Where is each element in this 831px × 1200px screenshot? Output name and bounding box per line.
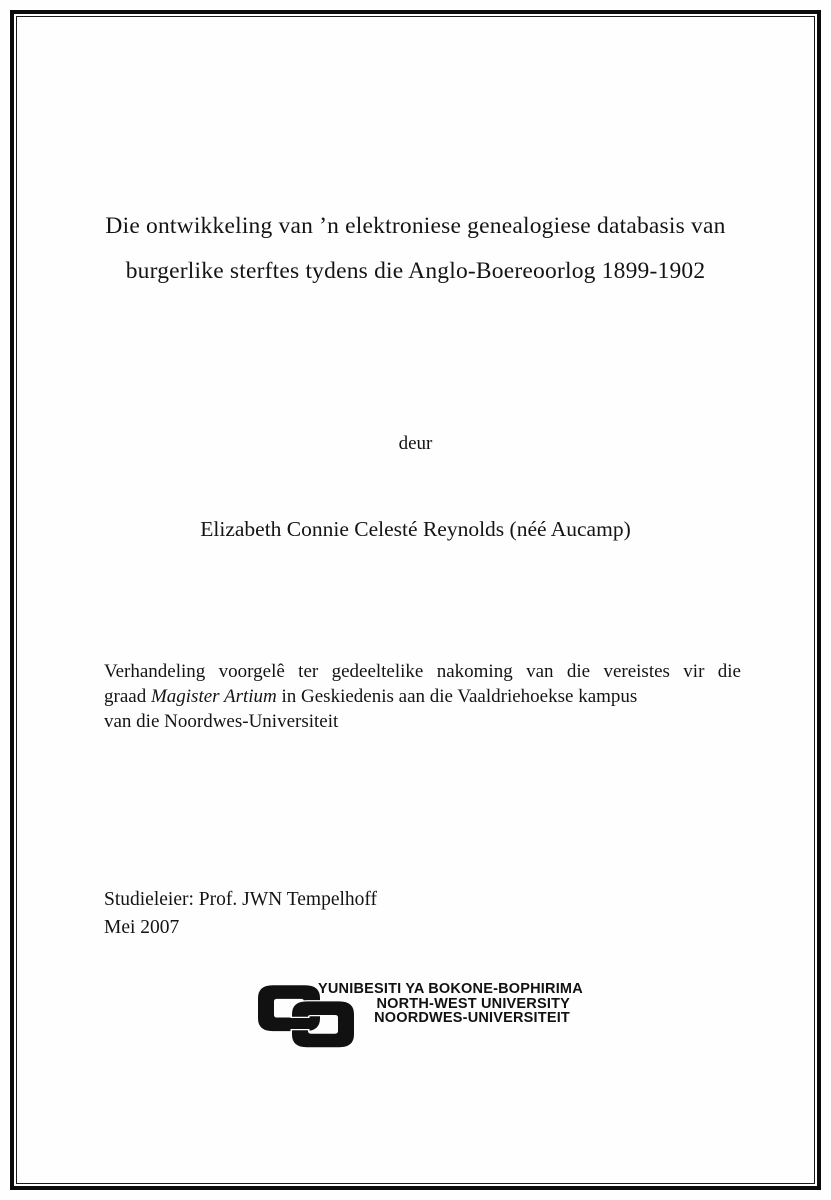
author-name: Elizabeth Connie Celesté Reynolds (néé Aucamp) <box>200 517 631 541</box>
university-logo-text <box>318 981 583 1027</box>
thesis-title-line2: burgerlike sterftes tydens die Anglo-Boereoorlog 1899-1902 <box>125 258 706 284</box>
degree-statement-line2 <box>104 685 741 710</box>
supervisor-block <box>104 886 377 941</box>
thesis-title-line1: Die ontwikkeling van ’n elektroniese genealogiese databasis van <box>105 213 726 239</box>
degree-statement-line2-post: in Geskiedenis aan die Vaaldriehoekse kampus <box>276 685 638 707</box>
degree-statement-line1: Verhandeling voorgelê ter gedeeltelike nakoming van die vereistes vir die <box>104 661 741 682</box>
degree-name-italic: Magister Artium <box>150 685 277 707</box>
logo-text-afrikaans: NOORDWES-UNIVERSITEIT <box>374 1010 570 1027</box>
supervisor-line: Studieleier: Prof. JWN Tempelhoff <box>104 889 378 910</box>
thesis-title <box>50 204 781 294</box>
logo-text-english: NORTH-WEST UNIVERSITY <box>376 995 570 1012</box>
byline-label: deur <box>398 433 433 454</box>
date-line: Mei 2007 <box>104 916 180 938</box>
degree-statement-line3: van die Noordwes-Universiteit <box>104 710 339 732</box>
degree-statement <box>104 660 741 734</box>
university-logo <box>252 978 583 1052</box>
degree-statement-line2-pre: graad <box>104 685 151 707</box>
logo-text-setswana: YUNIBESITI YA BOKONE-BOPHIRIMA <box>318 981 583 997</box>
